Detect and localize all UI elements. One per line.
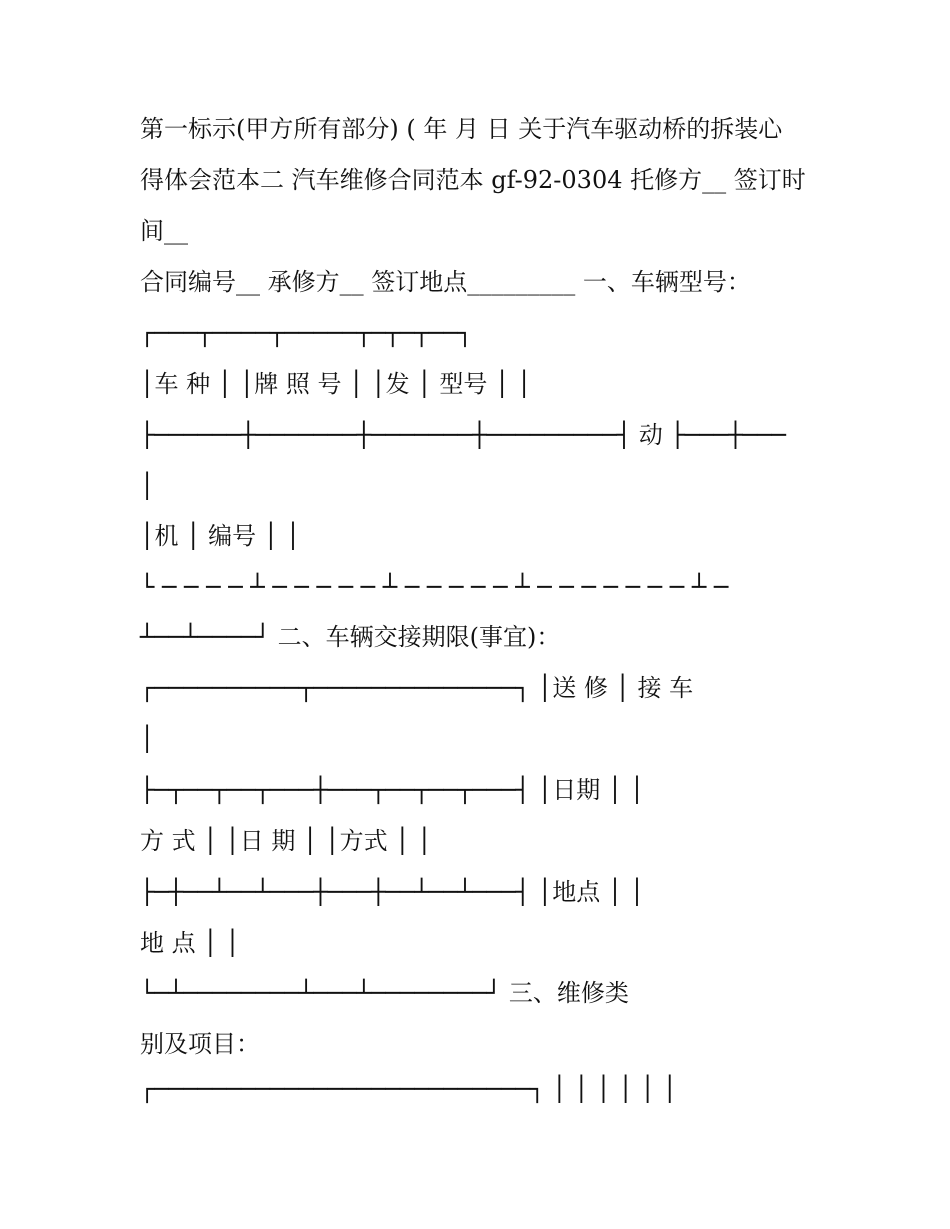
table-row-engine-number: │机 │ 编号 │ │ [140,522,301,550]
text-line-section-3-cont: 别及项目： [140,1030,260,1058]
table-border-line-5: │ [140,725,155,753]
text-line-1: 第一标示(甲方所有部分) ( 年 月 日 关于汽车驱动桥的拆装心 [140,115,783,143]
table-row-location-2: 地 点 │ │ [140,929,240,957]
table-border-line-2: ├──────┼───────┼───────┼─────────┤ 动 ├───┼─── [140,421,787,449]
table-row-location: ├─┼──┴──┴───┼───┼──┴──┴───┤ │地点 │ │ [140,878,645,906]
text-line-2: 得体会范本二 汽车维修合同范本 gf-92-0304 托修方__ 签订时 [140,166,806,194]
text-line-3: 间__ [140,217,188,245]
table-border-line-3: │ [140,472,155,500]
table-border-line-6: ┌──────────────────────────┐ │ │ │ │ │ │ [140,1075,678,1103]
text-line-section-2: ┴──┴────┘ 二、车辆交接期限(事宜)： [140,623,561,651]
table-header-delivery: ┌──────────┬──────────────┐ │送 修 │ 接 车 [140,674,694,702]
text-line-section-3: └─┴────────┴───┴────────┘ 三、维修类 [140,979,629,1007]
table-border-line-4: └ ─ ─ ─ ─ ┴ ─ ─ ─ ─ ─ ┴ ─ ─ ─ ─ ─ ┴ ─ ─ ─ ─ ─ ─ ─ ┴ ─ [140,573,729,601]
table-row-vehicle-type: │车 种 │ │牌 照 号 │ │发 │ 型号 │ │ [140,370,532,398]
table-border-line-1: ┌───┬────┬─────┬─┬─┬──┐ [140,319,473,347]
table-row-date: ├─┬──┬──┬───┼───┬──┬──┬───┤ │日期 │ │ [140,776,645,804]
text-line-4: 合同编号__ 承修方__ 签订地点_________ 一、车辆型号： [140,268,751,296]
table-row-method: 方 式 │ │日 期 │ │方式 │ │ [140,827,432,855]
